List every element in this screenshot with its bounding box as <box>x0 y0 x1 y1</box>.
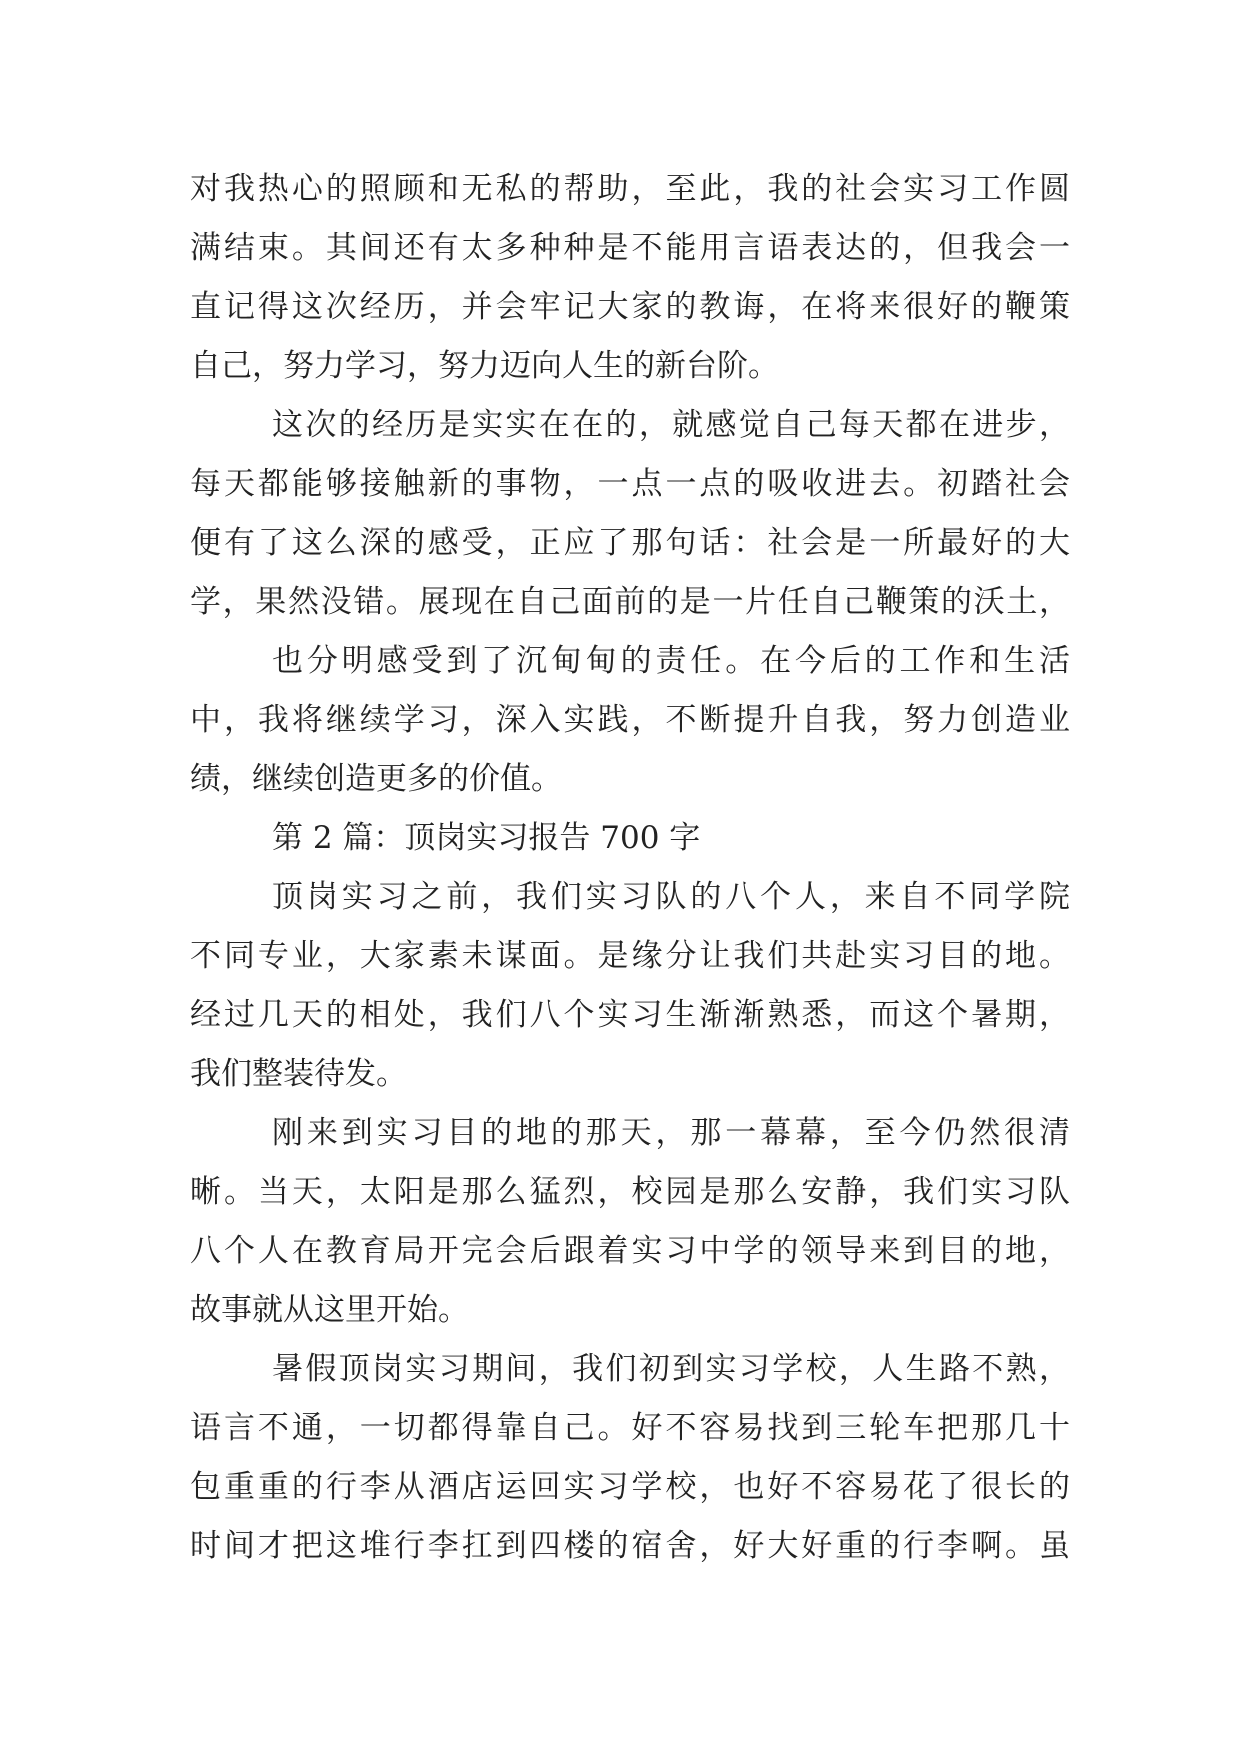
text-line: 包重重的行李从酒店运回实习学校，也好不容易花了很长的 <box>190 1469 1070 1505</box>
paragraph-first-line: 这次的经历是实实在在的，就感觉自己每天都在进步， <box>272 407 1070 443</box>
text-line: 学，果然没错。展现在自己面前的是一片任自己鞭策的沃土， <box>190 584 1070 620</box>
text-line: 中，我将继续学习，深入实践，不断提升自我，努力创造业 <box>190 702 1070 738</box>
paragraph-first-line: 顶岗实习之前，我们实习队的八个人，来自不同学院 <box>272 879 1070 915</box>
text-line: 每天都能够接触新的事物，一点一点的吸收进去。初踏社会 <box>190 466 1070 502</box>
text-line: 便有了这么深的感受，正应了那句话：社会是一所最好的大 <box>190 525 1070 561</box>
text-line: 绩，继续创造更多的价值。 <box>190 761 562 797</box>
text-line: 语言不通，一切都得靠自己。好不容易找到三轮车把那几十 <box>190 1410 1070 1446</box>
text-line: 不同专业，大家素未谋面。是缘分让我们共赴实习目的地。 <box>190 938 1070 974</box>
text-line: 直记得这次经历，并会牢记大家的教诲，在将来很好的鞭策 <box>190 289 1070 325</box>
text-line: 自己，努力学习，努力迈向人生的新台阶。 <box>190 348 779 384</box>
paragraph-first-line: 也分明感受到了沉甸甸的责任。在今后的工作和生活 <box>272 643 1070 679</box>
paragraph-first-line: 刚来到实习目的地的那天，那一幕幕，至今仍然很清 <box>272 1115 1070 1151</box>
text-line: 经过几天的相处，我们八个实习生渐渐熟悉，而这个暑期， <box>190 997 1070 1033</box>
text-line: 八个人在教育局开完会后跟着实习中学的领导来到目的地， <box>190 1233 1070 1269</box>
paragraph-first-line: 暑假顶岗实习期间，我们初到实习学校，人生路不熟， <box>272 1351 1070 1387</box>
section-heading: 第 2 篇：顶岗实习报告 700 字 <box>272 820 701 856</box>
text-line: 对我热心的照顾和无私的帮助，至此，我的社会实习工作圆 <box>190 171 1070 207</box>
text-line: 故事就从这里开始。 <box>190 1292 469 1328</box>
text-line: 时间才把这堆行李扛到四楼的宿舍，好大好重的行李啊。虽 <box>190 1528 1070 1564</box>
text-line: 我们整装待发。 <box>190 1056 407 1092</box>
text-line: 满结束。其间还有太多种种是不能用言语表达的，但我会一 <box>190 230 1070 266</box>
text-line: 晰。当天，太阳是那么猛烈，校园是那么安静，我们实习队 <box>190 1174 1070 1210</box>
document-body <box>190 160 1070 1576</box>
